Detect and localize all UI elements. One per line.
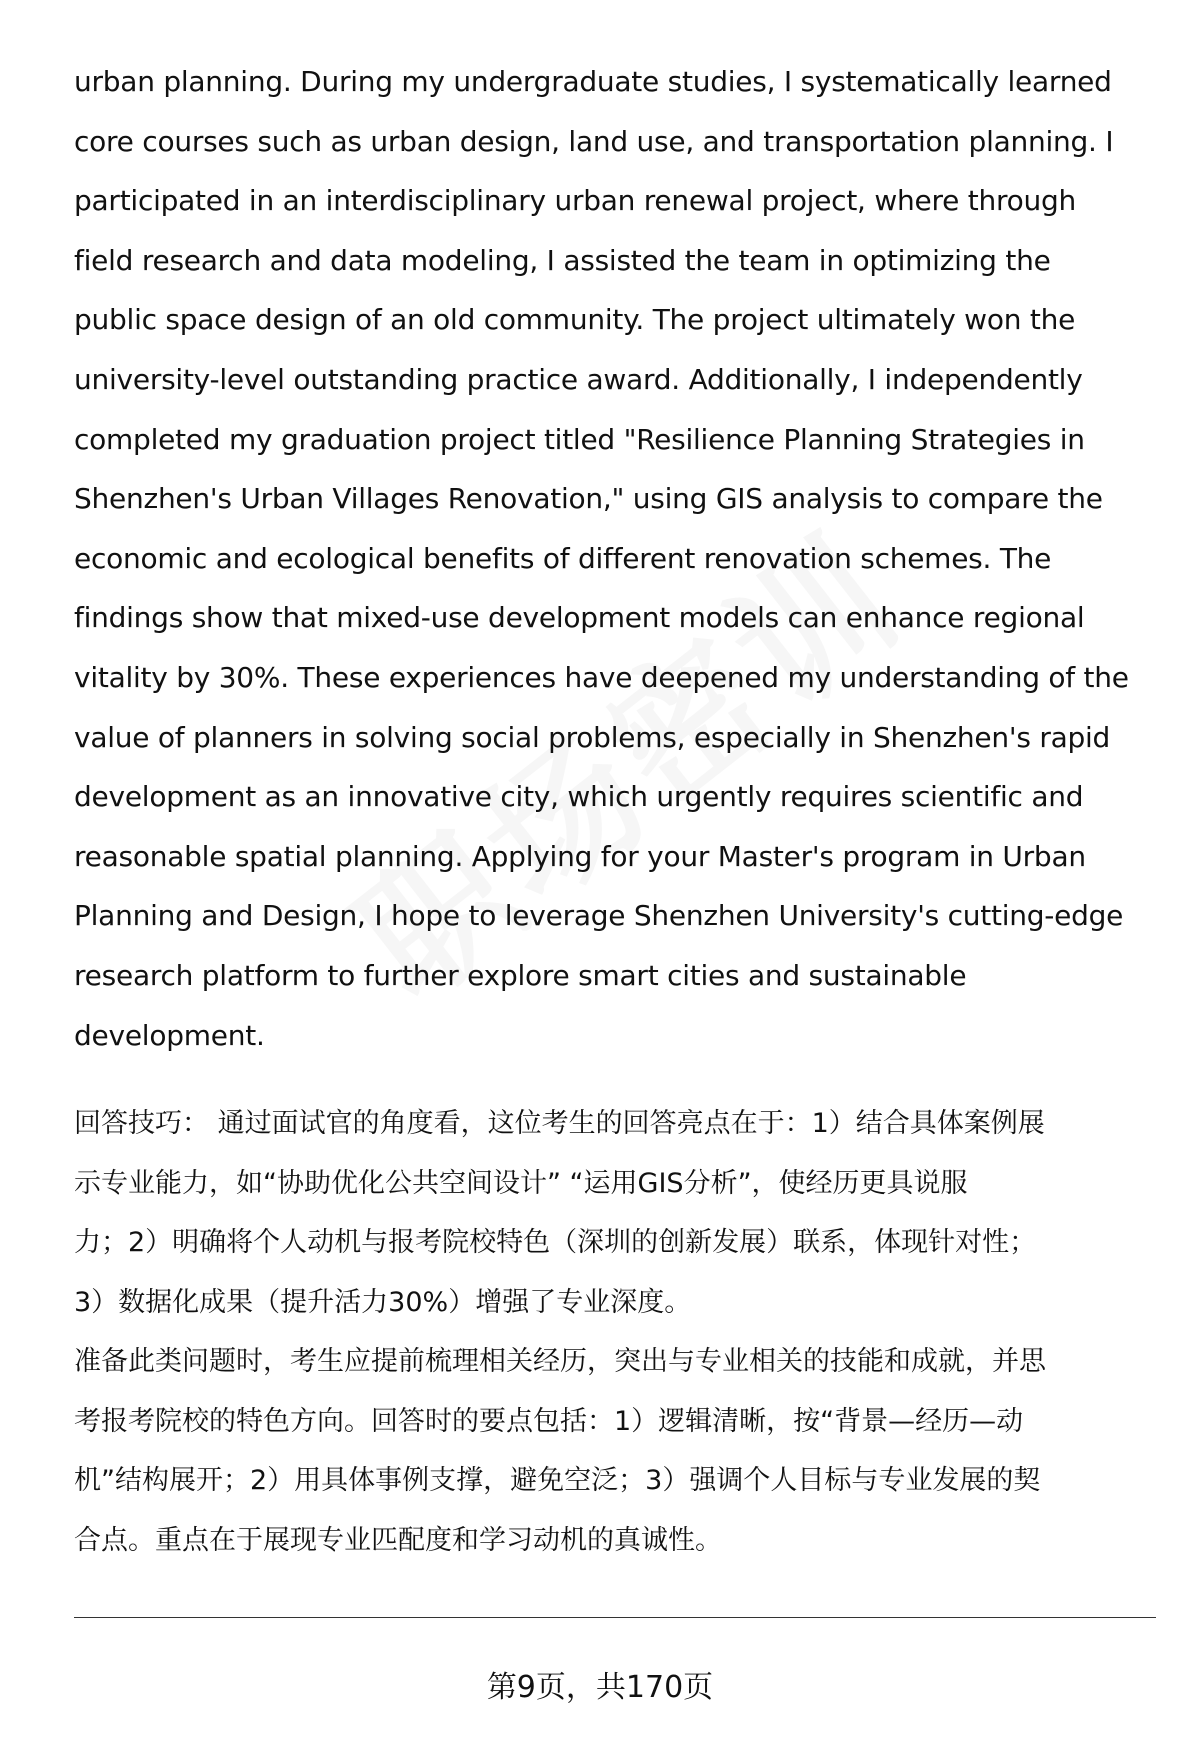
footer-divider [74,1617,1156,1618]
answer-line: university-level outstanding practice award. Additionally, I independently [74,362,1083,396]
answer-line: findings show that mixed-use development models can enhance regional [74,601,1085,635]
answer-line: Planning and Design, I hope to leverage Shenzhen University's cutting-edge [74,899,1124,933]
answer-line: economic and ecological benefits of different renovation schemes. The [74,541,1052,575]
answer-line: core courses such as urban design, land use, and transportation planning. I [74,124,1114,158]
answer-line: research platform to further explore smart cities and sustainable [74,958,967,992]
answer-line: reasonable spatial planning. Applying for your Master's program in Urban [74,839,1086,873]
answer-line: development as an innovative city, which urgently requires scientific and [74,780,1084,814]
prep-line: 合点。重点在于展现专业匹配度和学习动机的真诚性。 [74,1524,722,1556]
answer-line: field research and data modeling, I assisted the team in optimizing the [74,243,1051,277]
answer-tips-paragraph [74,1094,1164,1332]
tips-line: 示专业能力，如“协助优化公共空间设计” “运用GIS分析”，使经历更具说服 [74,1167,968,1199]
prep-line: 准备此类问题时，考生应提前梳理相关经历，突出与专业相关的技能和成就，并思 [74,1346,1046,1377]
tips-line: 回答技巧： 通过面试官的角度看，这位考生的回答亮点在于：1）结合具体案例展 [74,1108,1045,1139]
answer-line: participated in an interdisciplinary urban renewal project, where through [74,184,1077,218]
answer-line: Shenzhen's Urban Villages Renovation," using GIS analysis to compare the [74,482,1103,516]
answer-line: vitality by 30%. These experiences have deepened my understanding of the [74,660,1129,694]
answer-line: urban planning. During my undergraduate studies, I systematically learned [74,65,1112,98]
answer-paragraph [74,52,1164,1065]
answer-line: value of planners in solving social problems, especially in Shenzhen's rapid [74,720,1111,754]
answer-line: development. [74,1018,265,1052]
tips-line: 力；2）明确将个人动机与报考院校特色（深圳的创新发展）联系，体现针对性； [74,1227,1037,1259]
tips-line: 3）数据化成果（提升活力30%）增强了专业深度。 [74,1286,692,1318]
page-number: 第9页，共170页 [486,1670,714,1705]
prep-line: 考报考院校的特色方向。回答时的要点包括：1）逻辑清晰，按“背景—经历—动 [74,1405,1024,1437]
answer-line: completed my graduation project titled "Resilience Planning Strategies in [74,422,1085,456]
preparation-paragraph [74,1332,1164,1570]
answer-line: public space design of an old community. The project ultimately won the [74,303,1076,337]
prep-line: 机”结构展开；2）用具体事例支撑，避免空泛；3）强调个人目标与专业发展的契 [74,1465,1041,1497]
